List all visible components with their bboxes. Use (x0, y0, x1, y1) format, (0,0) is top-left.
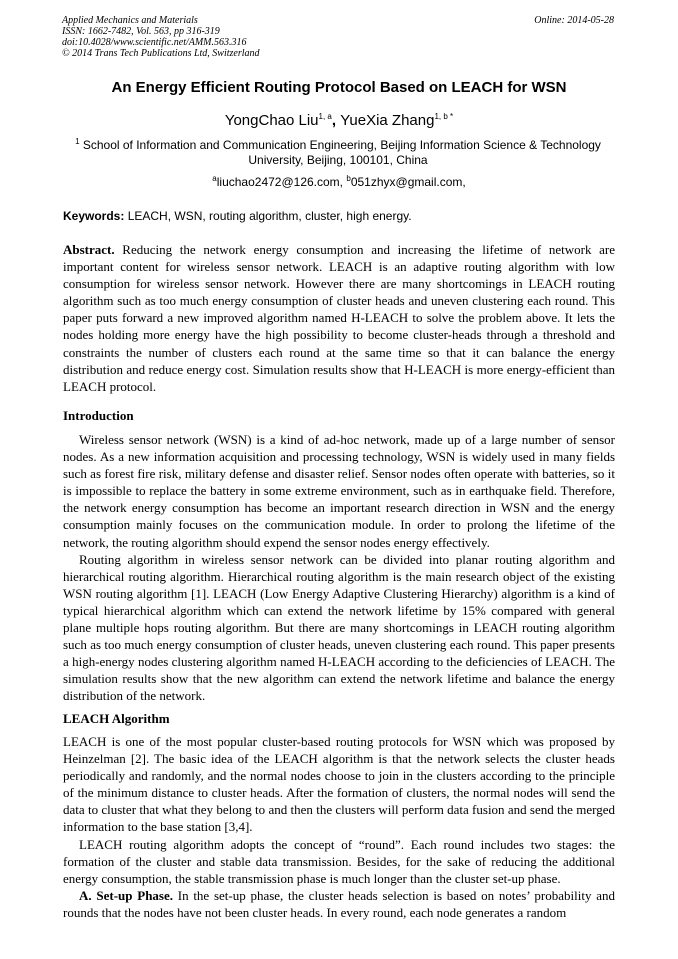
author-separator: , (331, 112, 341, 129)
email-line (40, 175, 638, 190)
intro-paragraph-2: Routing algorithm in wireless sensor network can be divided into planar routing algorithm and hierarchical routing algorithm. Hierarchical routing algorithm is the main research object of the existing WSN routing algorithm [1]. LEACH (Low Energy Adaptive Clustering Hierarchy) algorithm is a kind of typical hierarchical algorithm which can extend the network lifetime by 15% compared with general plane multiple hops routing algorithm. But there are many shortcomings in LEACH routing algorithm such as too much energy consumption of cluster heads, uneven clustering each round. This paper presents a high-energy nodes clustering algorithm named H-LEACH according to the deficiencies of LEACH. The simulation results show that the new algorithm can extend the network lifetime and balance the energy distribution of the network. (63, 551, 615, 704)
abstract-text: Reducing the network energy consumption and increasing the lifetime of network are important content for wireless sensor network. LEACH is an adaptive routing algorithm with low consumption for wireless sensor network. However there are many shortcomings in LEACH routing algorithm such as too much energy consumption of cluster heads and uneven clustering each round. This paper puts forward a new improved algorithm named H-LEACH to solve the problem above. It lets the nodes holding more energy have the high possibility to become cluster-heads through a threshold and constraints the number of clusters each round at the same time so that it can balance the energy distribution and reduce energy cost. Simulation results show that H-LEACH is more energy-efficient than LEACH protocol. (63, 242, 615, 394)
setup-phase-text: In the set-up phase, the cluster heads selection is based on notes’ probability and rounds that the nodes have not been cluster heads. In every round, each node generates a random (63, 887, 615, 920)
online-date: Online: 2014-05-28 (534, 15, 614, 26)
email-a-sup: a (212, 174, 217, 183)
author-2-name: YueXia Zhang (340, 112, 435, 129)
author-2-sup: 1, b * (434, 112, 454, 121)
paper-title: An Energy Efficient Routing Protocol Based on LEACH for WSN (111, 79, 567, 96)
email-a: liuchao2472@126.com, (216, 175, 347, 189)
issn-line: ISSN: 1662-7482, Vol. 563, pp 316-319 (62, 26, 220, 37)
leach-section (63, 733, 615, 921)
journal-header (62, 15, 614, 59)
keywords-label: Keywords: (63, 209, 125, 223)
copyright-line: © 2014 Trans Tech Publications Ltd, Switzerland (62, 48, 260, 59)
author-1-name: YongChao Liu (224, 112, 319, 129)
abstract-label: Abstract. (63, 242, 115, 257)
author-1-sup: 1, a (318, 112, 332, 121)
doi-line: doi:10.4028/www.scientific.net/AMM.563.316 (62, 37, 247, 48)
abstract (63, 241, 615, 395)
intro-section (63, 431, 615, 705)
intro-paragraph-1: Wireless sensor network (WSN) is a kind of ad-hoc network, made up of a large number of sensor nodes. As a new information acquisition and processing technology, WSN is widely used in many fields such as forest fire risk, military defense and disaster relief. Sensor nodes often operate with batteries, so it is impossible to replace the battery in some extreme environment, such as in earthquake field. Therefore, the network energy consumption has become an important research direction in WSN and the energy consumption mainly focuses on the communication module. In order to prolong the lifetime of the network, the routing algorithm should expend the sensor nodes energy effectively. (63, 432, 615, 550)
author-line (40, 112, 638, 130)
affiliation-sup: 1 (75, 137, 80, 146)
email-b: 051zhyx@gmail.com, (350, 175, 466, 189)
affiliation-text: School of Information and Communication Engineering, Beijing Information Science & Technology University, Beijing, 100101, China (79, 138, 601, 167)
journal-name: Applied Mechanics and Materials (62, 15, 198, 26)
keywords (63, 209, 615, 224)
leach-heading: LEACH Algorithm (63, 711, 170, 726)
affiliation (62, 138, 614, 168)
setup-phase-label: A. Set-up Phase. (79, 887, 173, 903)
intro-heading: Introduction (63, 408, 134, 423)
leach-paragraph-2: LEACH routing algorithm adopts the concept of “round”. Each round includes two stages: the formation of the cluster and stable data transmission. Besides, for the sake of reducing the additional energy consumption, the stable transmission phase is much longer than the cluster set-up phase. (63, 836, 615, 886)
keywords-text: LEACH, WSN, routing algorithm, cluster, high energy. (124, 209, 412, 223)
email-b-sup: b (346, 174, 351, 183)
leach-paragraph-3 (63, 887, 615, 921)
leach-paragraph-1: LEACH is one of the most popular cluster-based routing protocols for WSN which was proposed by Heinzelman [2]. The basic idea of the LEACH algorithm is that the network selects the cluster heads periodically and randomly, and the normal nodes choose to join in the clusters according to the principle of the minimum distance to cluster heads. After the formation of clusters, the normal nodes will send the data to cluster that what they belong to and then the clusters will perform data fusion and send the merged information to the base station [3,4]. (63, 734, 615, 835)
